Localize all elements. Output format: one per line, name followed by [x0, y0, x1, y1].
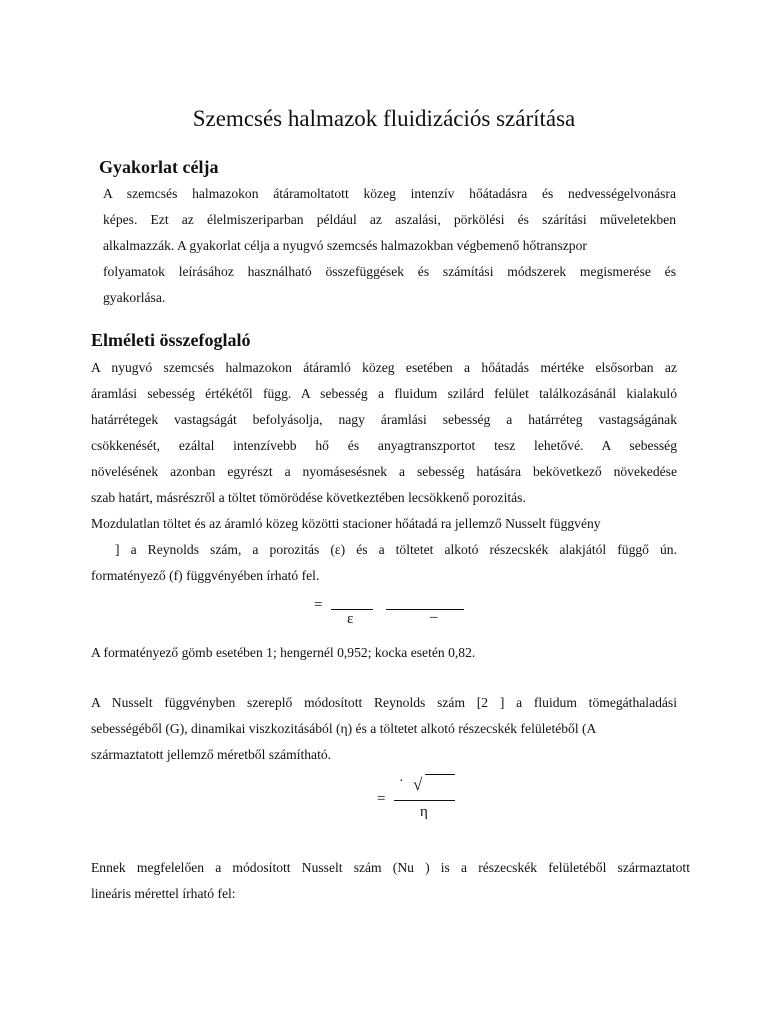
paragraph-line: határrétegek vastagságát befolyásolja, nagy áramlási sebesség a határréteg vastagságának — [91, 412, 677, 427]
paragraph-line: A Nusselt függvényben szereplő módosított Reynolds szám [2 ] a fluidum tömegáthaladási — [91, 695, 677, 710]
paragraph-line: A szemcsés halmazokon átáramoltatott közeg intenzív hőátadásra és nedvességelvonásra — [103, 186, 676, 201]
paragraph-line: növelésének azonban egyrészt a nyomásesésnek a sebesség hatására bekövetkező növekedése — [91, 464, 677, 479]
epsilon-symbol: ε — [347, 611, 354, 627]
reynolds-formula — [375, 770, 465, 825]
paragraph-line: Mozdulatlan töltet és az áramló közeg közötti stacioner hőátadá ra jellemző Nusselt függvény — [91, 516, 601, 531]
paragraph-line: folyamatok leírásához használható összefüggések és számítási módszerek megismerése és — [103, 264, 676, 279]
paragraph-line: áramlási sebesség értékétől függ. A sebesség a fluidum szilárd felület találkozásánál kialakuló — [91, 386, 677, 401]
nusselt-paragraph — [91, 855, 690, 907]
fraction-bar — [386, 609, 464, 610]
dot-operator: · — [399, 774, 404, 789]
paragraph-line: csökkenését, ezáltal intenzívebb hő és anyagtranszportot tesz lehetővé. A sebesség — [91, 438, 677, 453]
paragraph-line: alkalmazzák. A gyakorlat célja a nyugvó szemcsés halmazokban végbemenő hőtranszpor — [103, 238, 587, 253]
paragraph-line: lineáris mérettel írható fel: — [91, 886, 236, 901]
paragraph-line: Ennek megfelelően a módosított Nusselt szám (Nu ) is a részecskék felületéből származtatott — [91, 860, 690, 875]
paragraph-line: szab határt, másrészről a töltet tömörödése következtében lecsökkenő porozitás. — [91, 490, 526, 505]
nusselt-formula — [310, 595, 470, 635]
paragraph-line: sebességéből (G), dinamikai viszkozitásából (η) és a töltetet alkotó részecskék felületéből (A — [91, 721, 597, 736]
paragraph-line: képes. Ezt az élelmiszeriparban például az aszalási, pörkölési és szárítási műveletekben — [103, 212, 676, 227]
paragraph-line: származtatott jellemző méretből számítható. — [91, 747, 332, 762]
section-heading-theory: Elméleti összefoglaló — [91, 330, 251, 350]
fraction-bar — [394, 800, 455, 801]
radical-overline — [425, 774, 455, 775]
page-title: Szemcsés halmazok fluidizációs szárítása — [192, 106, 576, 131]
sqrt-icon: √ — [413, 775, 423, 794]
paragraph-line: formatényező (f) függvényében írható fel. — [91, 568, 320, 583]
minus-sign: – — [430, 609, 438, 625]
goal-paragraph — [103, 181, 676, 311]
eta-symbol: η — [420, 804, 428, 820]
paragraph-line: ] a Reynolds szám, a porozitás (ε) és a töltetet alkotó részecskék alakjától függő ún. — [115, 542, 677, 557]
section-heading-goal: Gyakorlat célja — [99, 157, 219, 177]
paragraph-line: A nyugvó szemcsés halmazokon átáramló közeg esetében a hőátadás mértéke elsősorban az — [91, 360, 677, 375]
equals-sign: = — [377, 791, 386, 807]
formfactor-text: A formatényező gömb esetében 1; hengernél 0,952; kocka esetén 0,82. — [91, 645, 476, 660]
reynolds-paragraph — [91, 690, 677, 768]
paragraph-line: gyakorlása. — [103, 290, 166, 305]
theory-paragraph — [91, 355, 677, 589]
equals-sign: = — [314, 597, 323, 613]
fraction-bar — [331, 609, 373, 610]
